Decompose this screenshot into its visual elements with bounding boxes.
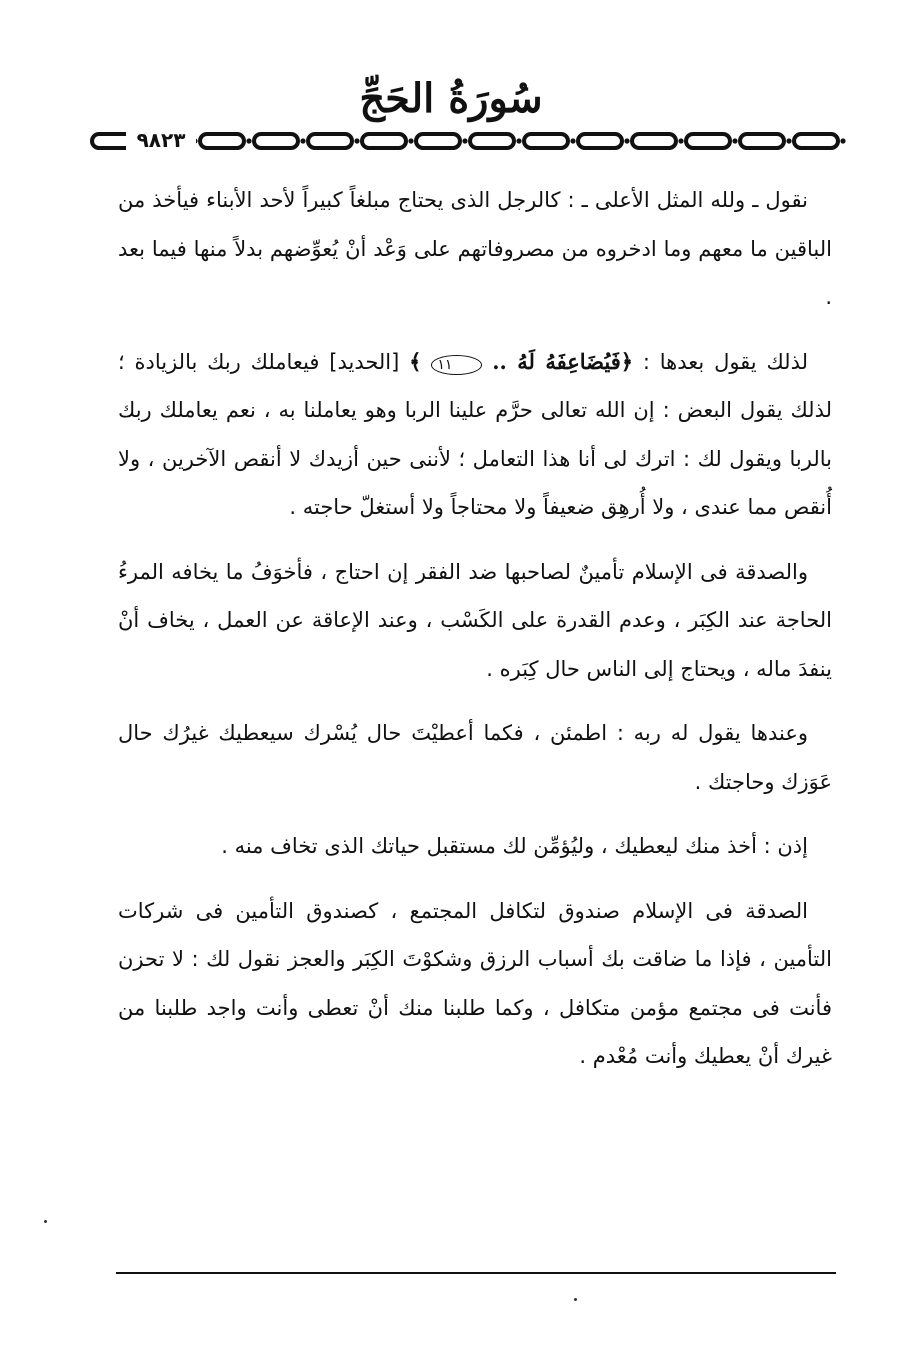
chain-dot xyxy=(408,138,413,143)
page-body xyxy=(118,176,832,1081)
chain-link xyxy=(578,134,622,148)
chain-link xyxy=(308,134,352,148)
footer-rule xyxy=(116,1272,836,1274)
chain-dot xyxy=(246,138,251,143)
paragraph-6: الصدقة فى الإسلام صندوق لتكافل المجتمع ، كصندوق التأمين فى شركات التأمين ، فإذا ما ضاقت بك أسباب الرزق وشكوْتَ الكِبَر والعجز نقول لك : لا تحزن فأنت فى مجتمع مؤمن متكافل ، وكما طلبنا منك أنْ تعطى وأنت واجد طلبنا من غيرك أنْ يعطيك وأنت مُعْدم . xyxy=(118,898,832,1068)
ornamental-border xyxy=(88,128,848,154)
surah-title: سُورَةُ الحَجِّ xyxy=(359,75,543,122)
chain-dot xyxy=(786,138,791,143)
page-header xyxy=(0,60,902,170)
paragraph-1: نقول ـ ولله المثل الأعلى ـ : كالرجل الذى يحتاج مبلغاً كبيراً لأحد الأبناء فيأخذ من الباقين ما معهم وما ادخروه من مصروفاتهم على وَعْد أنْ يُعوِّضهم بدلاً منها فيما بعد . xyxy=(118,188,832,309)
chain-link xyxy=(470,134,514,148)
ayah-number-marker: ١١ xyxy=(431,355,482,375)
chain-dot xyxy=(840,138,845,143)
paragraph-2 xyxy=(118,338,832,532)
chain-link xyxy=(254,134,298,148)
surah-reference: [الحديد] xyxy=(329,349,400,374)
verse-intro: لذلك يقول بعدها : xyxy=(633,349,808,374)
verse-close-bracket: ﴾ xyxy=(409,348,422,374)
quran-verse: ﴿فَيُضَاعِفَهُ لَهُ .. xyxy=(492,348,634,374)
scan-speck xyxy=(574,1298,577,1301)
chain-dot xyxy=(462,138,467,143)
chain-dot xyxy=(516,138,521,143)
chain-link xyxy=(200,134,244,148)
paragraph-3: والصدقة فى الإسلام تأمينٌ لصاحبها ضد الفقر إن احتاج ، فأخوَفُ ما يخافه المرءُ الحاجة عند الكِبَر ، وعدم القدرة على الكَسْب ، وعند الإعاقة عن العمل ، يخاف أنْ ينفدَ ماله ، ويحتاج إلى الناس حال كِبَره . xyxy=(118,559,832,681)
page-number: ٩٨٢٣ xyxy=(126,126,196,154)
scan-speck xyxy=(44,1220,47,1223)
chain-dot xyxy=(678,138,683,143)
chain-link xyxy=(740,134,784,148)
chain-link xyxy=(416,134,460,148)
chain-link xyxy=(632,134,676,148)
paragraph-4: وعندها يقول له ربه : اطمئن ، فكما أعطيْتَ حال يُسْرك سيعطيك غيرُك حال عَوَزك وحاجتك . xyxy=(118,721,832,794)
chain-link xyxy=(524,134,568,148)
chain-link xyxy=(362,134,406,148)
chain-dot xyxy=(354,138,359,143)
chain-link xyxy=(686,134,730,148)
chain-link xyxy=(794,134,838,148)
chain-dot xyxy=(624,138,629,143)
chain-dot xyxy=(732,138,737,143)
paragraph-5: إذن : أخذ منك ليعطيك ، وليُؤمِّن لك مستقبل حياتك الذى تخاف منه . xyxy=(221,834,808,858)
chain-dot xyxy=(570,138,575,143)
paragraph-2-continuation: فيعاملك ربك بالزيادة ؛ لذلك يقول البعض : إن الله تعالى حرَّم علينا الربا وهو يعاملنا به ، نعم يعاملك ربك بالربا ويقول لك : اترك لى أنا هذا التعامل ؛ لأننى حين أزيدك لا أنقص الآخرين ، ولا أُنقص مما عندى ، ولا أُرهِق ضعيفاً ولا محتاجاً ولا أستغلّ حاجته . xyxy=(118,349,832,519)
chain-dot xyxy=(300,138,305,143)
